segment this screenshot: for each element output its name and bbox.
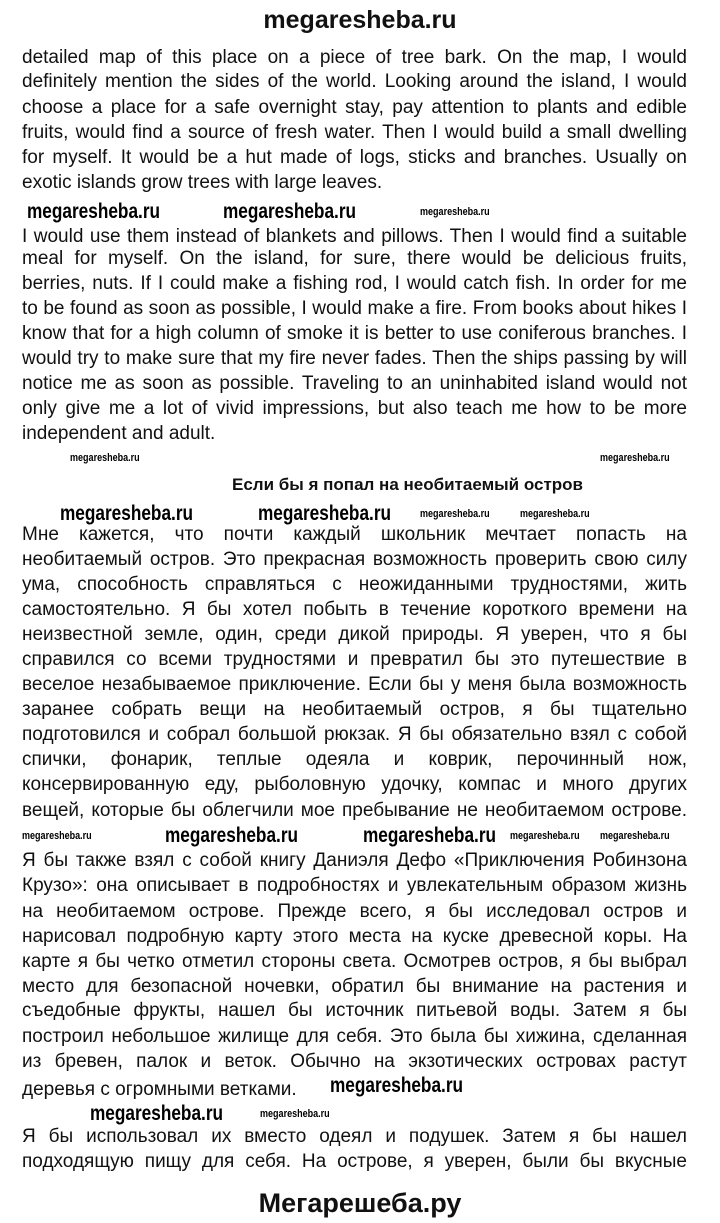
watermark: megaresheba.ru — [600, 830, 670, 842]
text-line: I would use them instead of blankets and pillows. Then I would find a suitable — [22, 226, 687, 247]
watermark: megaresheba.ru — [60, 502, 194, 525]
text-line: for myself. It would be a hut made of logs, sticks and branches. Usually on — [22, 147, 687, 168]
text-line: из бревен, палок и веток. Обычно на экзотических островах растут — [22, 1051, 687, 1072]
text-line: detailed map of this place on a piece of tree bark. On the map, I would — [22, 47, 687, 68]
text-line: нарисовал подробную карту этого места на куске древесной коры. На — [22, 926, 687, 947]
watermark: megaresheba.ru — [330, 1074, 464, 1097]
text-line: would try to make sure that my fire never fades. Then the ships passing by will — [22, 348, 687, 369]
text-line: to be found as soon as possible, I would make a fire. From books about hikes I — [22, 298, 687, 319]
watermark: megaresheba.ru — [27, 200, 161, 223]
text-line: independent and adult. — [22, 423, 216, 444]
text-line: карте я бы четко отметил стороны света. Осмотрев остров, я бы выбрал — [22, 951, 687, 972]
watermark: megaresheba.ru — [420, 206, 490, 218]
site-header: megaresheba.ru — [263, 6, 457, 34]
text-line: Я бы также взял с собой книгу Даниэля Дефо «Приключения Робинзона — [22, 850, 687, 871]
watermark: megaresheba.ru — [260, 1108, 330, 1120]
text-line: Крузо»: она описывает в подробностях и увлекательным образом жизнь — [22, 875, 687, 896]
watermark: megaresheba.ru — [600, 452, 670, 464]
text-line: berries, nuts. If I could make a fishing rod, I would catch fish. In order for me — [22, 273, 687, 294]
text-line: веселое незабываемое приключение. Если бы у меня была возможность — [22, 674, 687, 695]
text-line: подготовился и собрал большой рюкзак. Я бы обязательно взял с собой — [22, 724, 687, 745]
text-line: only give me a lot of vivid impressions, but also teach me how to be more — [22, 398, 687, 419]
text-line: exotic islands grow trees with large leaves. — [22, 172, 383, 193]
watermark: megaresheba.ru — [90, 1102, 224, 1125]
watermark: megaresheba.ru — [510, 830, 580, 842]
watermark: megaresheba.ru — [22, 830, 92, 842]
watermark: megaresheba.ru — [223, 200, 357, 223]
text-line: fruits, would find a source of fresh water. Then I would build a small dwelling — [22, 122, 687, 143]
text-line: choose a place for a safe overnight stay, pay attention to plants and edible — [22, 97, 687, 118]
text-line: Я бы использовал их вместо одеял и подушек. Затем я бы нашел — [22, 1126, 687, 1147]
text-line: неизвестной земле, один, среди дикой природы. Я уверен, что я бы — [22, 624, 687, 645]
watermark: megaresheba.ru — [258, 502, 392, 525]
text-line: ума, способность справляться с неожиданными трудностями, жить — [22, 574, 687, 595]
text-line: спички, фонарик, теплые одеяла и коврик, перочинный нож, — [22, 749, 687, 770]
text-line: консервированную еду, рыболовную удочку, компас и много других — [22, 774, 687, 795]
text-line: definitely mention the sides of the world. Looking around the island, I would — [22, 71, 687, 92]
text-line: справился со всеми трудностями и превратил бы это путешествие в — [22, 649, 687, 670]
text-line: подходящую пищу для себя. На острове, я уверен, были бы вкусные — [22, 1151, 687, 1172]
text-line: на необитаемом острове. Прежде всего, я бы исследовал остров и — [22, 901, 687, 922]
watermark: megaresheba.ru — [70, 452, 140, 464]
text-line: meal for myself. On the island, for sure, there would be delicious fruits, — [22, 248, 687, 269]
text-line: know that for a high column of smoke it is better to use coniferous branches. I — [22, 323, 687, 344]
text-line: вещей, которые бы облегчили мое пребывание не необитаемом острове. — [22, 800, 687, 821]
watermark: megaresheba.ru — [165, 824, 299, 847]
text-line: самостоятельно. Я бы хотел побыть в течение короткого времени на — [22, 599, 687, 620]
watermark: megaresheba.ru — [363, 824, 497, 847]
text-line: Мне кажется, что почти каждый школьник мечтает попасть на — [22, 524, 687, 545]
text-line: съедобные фрукты, нашел бы источник питьевой воды. Затем я бы — [22, 1000, 687, 1021]
text-line: построил небольшое жилище для себя. Это была бы хижина, сделанная — [22, 1026, 687, 1047]
text-line: место для безопасной ночевки, обратил бы внимание на растения и — [22, 976, 687, 997]
site-footer: Мегарешеба.ру — [258, 1188, 462, 1218]
watermark: megaresheba.ru — [520, 508, 590, 520]
text-line: notice me as soon as possible. Traveling to an uninhabited island would not — [22, 373, 687, 394]
essay-title: Если бы я попал на необитаемый остров — [232, 475, 583, 494]
text-line: заранее собрать вещи на необитаемый остров, я бы тщательно — [22, 699, 687, 720]
text-line: деревья с огромными ветками. — [22, 1079, 297, 1100]
watermark: megaresheba.ru — [420, 508, 490, 520]
text-line: необитаемый остров. Это прекрасная возможность проверить свою силу — [22, 549, 687, 570]
